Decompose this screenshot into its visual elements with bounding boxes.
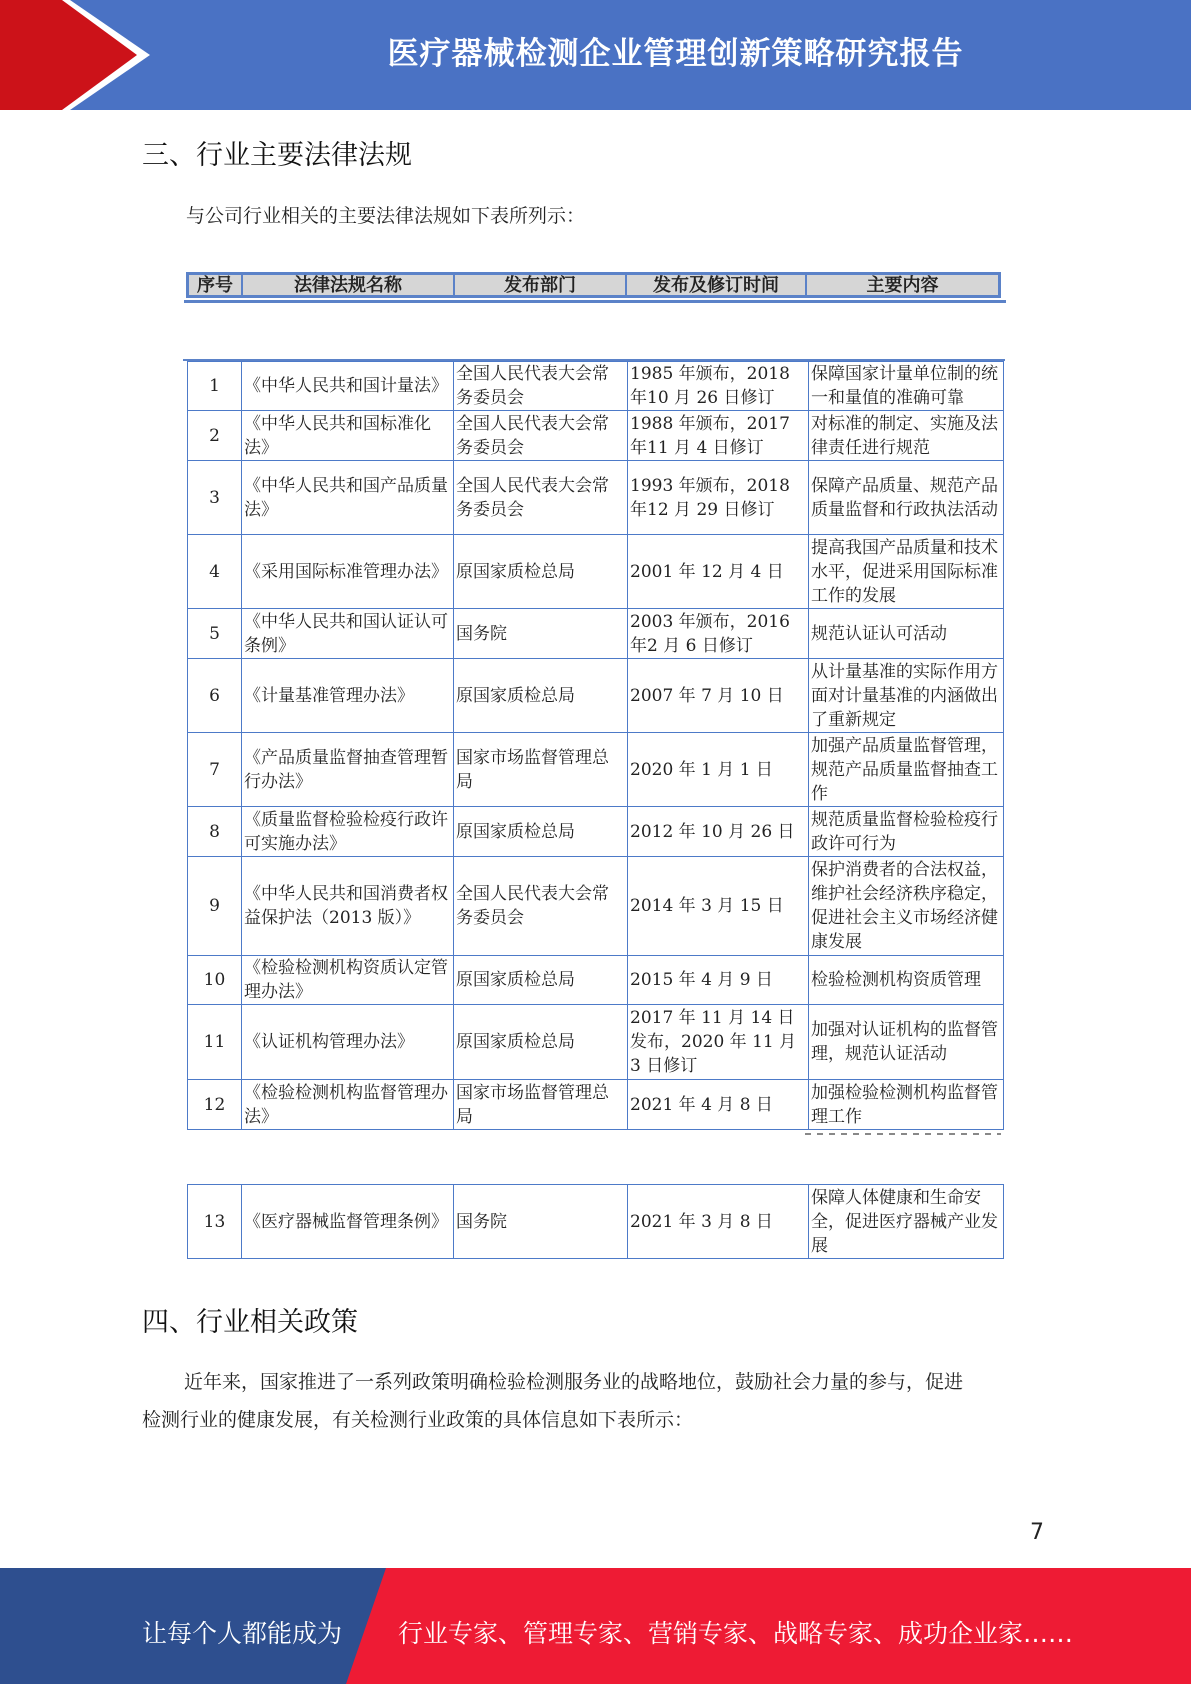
cell-department: 全国人民代表大会常务委员会 xyxy=(454,857,628,956)
cell-content: 对标准的制定、实施及法律责任进行规范 xyxy=(809,411,1004,461)
cell-index: 5 xyxy=(188,609,242,659)
cell-content: 保障人体健康和生命安全，促进医疗器械产业发展 xyxy=(809,1185,1004,1259)
section-heading-policies: 四、行业相关政策 xyxy=(142,1307,358,1338)
cell-content: 规范质量监督检验检疫行政许可行为 xyxy=(809,807,1004,857)
cell-department: 原国家质检总局 xyxy=(454,1005,628,1080)
table-row xyxy=(188,411,1004,461)
cell-name: 《采用国际标准管理办法》 xyxy=(242,535,454,609)
table-row xyxy=(188,609,1004,659)
cell-content: 规范认证认可活动 xyxy=(809,609,1004,659)
cell-department: 国家市场监督管理总局 xyxy=(454,1080,628,1130)
report-title: 医疗器械检测企业管理创新策略研究报告 xyxy=(387,36,964,72)
cell-name: 《中华人民共和国标准化法》 xyxy=(242,411,454,461)
cell-content: 加强对认证机构的监督管理，规范认证活动 xyxy=(809,1005,1004,1080)
cell-content: 从计量基准的实际作用方面对计量基准的内涵做出了重新规定 xyxy=(809,659,1004,733)
cell-name: 《中华人民共和国计量法》 xyxy=(242,362,454,411)
table-row xyxy=(188,857,1004,956)
cell-index: 4 xyxy=(188,535,242,609)
cell-content: 保护消费者的合法权益，维护社会经济秩序稳定，促进社会主义市场经济健康发展 xyxy=(809,857,1004,956)
cell-department: 原国家质检总局 xyxy=(454,807,628,857)
section4-paragraph-line2: 检测行业的健康发展，有关检测行业政策的具体信息如下表所示： xyxy=(142,1409,694,1431)
laws-table xyxy=(187,361,1004,1130)
cell-index: 7 xyxy=(188,733,242,807)
cell-date: 2001 年 12 月 4 日 xyxy=(628,535,809,609)
cell-date: 1985 年颁布，2018 年10 月 26 日修订 xyxy=(628,362,809,411)
cell-content: 加强检验检测机构监督管理工作 xyxy=(809,1080,1004,1130)
table-row xyxy=(188,733,1004,807)
footer-slogan-right: 行业专家、管理专家、营销专家、战略专家、成功企业家…… xyxy=(398,1619,1074,1648)
clipped-text-fragment xyxy=(805,1131,1001,1136)
header-cell-date: 发布及修订时间 xyxy=(627,275,807,295)
page-number: 7 xyxy=(1030,1520,1044,1545)
cell-name: 《计量基准管理办法》 xyxy=(242,659,454,733)
cell-name: 《中华人民共和国产品质量法》 xyxy=(242,461,454,535)
header-cell-content: 主要内容 xyxy=(866,275,939,296)
cell-name: 《检验检测机构资质认定管理办法》 xyxy=(242,956,454,1005)
header-cell-name: 法律法规名称 xyxy=(243,275,455,295)
cell-content: 加强产品质量监督管理，规范产品质量监督抽查工作 xyxy=(809,733,1004,807)
cell-date: 2017 年 11 月 14 日发布，2020 年 11 月 3 日修订 xyxy=(628,1005,809,1080)
table-row xyxy=(188,1185,1004,1259)
cell-index: 8 xyxy=(188,807,242,857)
cell-content: 检验检测机构资质管理 xyxy=(809,956,1004,1005)
table-row xyxy=(188,956,1004,1005)
cell-date: 2012 年 10 月 26 日 xyxy=(628,807,809,857)
table-row xyxy=(188,362,1004,411)
cell-index: 2 xyxy=(188,411,242,461)
cell-name: 《中华人民共和国认证认可条例》 xyxy=(242,609,454,659)
header-cell-department: 发布部门 xyxy=(455,275,627,295)
cell-date: 2021 年 4 月 8 日 xyxy=(628,1080,809,1130)
cell-department: 国家市场监督管理总局 xyxy=(454,733,628,807)
cell-date: 2020 年 1 月 1 日 xyxy=(628,733,809,807)
cell-department: 全国人民代表大会常务委员会 xyxy=(454,411,628,461)
cell-index: 1 xyxy=(188,362,242,411)
cell-index: 9 xyxy=(188,857,242,956)
cell-name: 《医疗器械监督管理条例》 xyxy=(242,1185,454,1259)
cell-department: 原国家质检总局 xyxy=(454,535,628,609)
cell-date: 2003 年颁布，2016 年2 月 6 日修订 xyxy=(628,609,809,659)
cell-date: 2021 年 3 月 8 日 xyxy=(628,1185,809,1259)
cell-department: 国务院 xyxy=(454,1185,628,1259)
cell-content: 提高我国产品质量和技术水平，促进采用国际标准工作的发展 xyxy=(809,535,1004,609)
cell-department: 原国家质检总局 xyxy=(454,659,628,733)
cell-date: 2015 年 4 月 9 日 xyxy=(628,956,809,1005)
cell-index: 11 xyxy=(188,1005,242,1080)
table-row xyxy=(188,535,1004,609)
cell-name: 《产品质量监督抽查管理暂行办法》 xyxy=(242,733,454,807)
cell-date: 1993 年颁布，2018 年12 月 29 日修订 xyxy=(628,461,809,535)
cell-index: 6 xyxy=(188,659,242,733)
footer-slogan-left: 让每个人都能成为 xyxy=(142,1619,343,1648)
laws-table-continued xyxy=(187,1184,1004,1259)
cell-department: 原国家质检总局 xyxy=(454,956,628,1005)
cell-index: 10 xyxy=(188,956,242,1005)
cell-name: 《检验检测机构监督管理办法》 xyxy=(242,1080,454,1130)
page-footer xyxy=(0,1568,1191,1684)
table-header xyxy=(186,272,1001,298)
cell-index: 13 xyxy=(188,1185,242,1259)
cell-content: 保障国家计量单位制的统一和量值的准确可靠 xyxy=(809,362,1004,411)
cell-department: 全国人民代表大会常务委员会 xyxy=(454,362,628,411)
cell-name: 《中华人民共和国消费者权益保护法（2013 版）》 xyxy=(242,857,454,956)
header-cell-index: 序号 xyxy=(189,275,243,295)
cell-department: 全国人民代表大会常务委员会 xyxy=(454,461,628,535)
section4-paragraph-line1: 近年来，国家推进了一系列政策明确检验检测服务业的战略地位，鼓励社会力量的参与，促进 xyxy=(184,1371,964,1393)
table-row xyxy=(188,1005,1004,1080)
cell-index: 12 xyxy=(188,1080,242,1130)
cell-content: 保障产品质量、规范产品质量监督和行政执法活动 xyxy=(809,461,1004,535)
cell-name: 《认证机构管理办法》 xyxy=(242,1005,454,1080)
table-row xyxy=(188,461,1004,535)
cell-date: 1988 年颁布，2017 年11 月 4 日修订 xyxy=(628,411,809,461)
table-row xyxy=(188,1080,1004,1130)
cell-date: 2007 年 7 月 10 日 xyxy=(628,659,809,733)
table-row xyxy=(188,807,1004,857)
cell-name: 《质量监督检验检疫行政许可实施办法》 xyxy=(242,807,454,857)
section-heading-laws: 三、行业主要法律法规 xyxy=(142,140,412,171)
section-intro: 与公司行业相关的主要法律法规如下表所列示： xyxy=(186,205,586,227)
cell-index: 3 xyxy=(188,461,242,535)
cell-department: 国务院 xyxy=(454,609,628,659)
page-header xyxy=(0,0,1191,110)
table-row xyxy=(188,659,1004,733)
cell-date: 2014 年 3 月 15 日 xyxy=(628,857,809,956)
table-header-underline xyxy=(184,300,1006,303)
